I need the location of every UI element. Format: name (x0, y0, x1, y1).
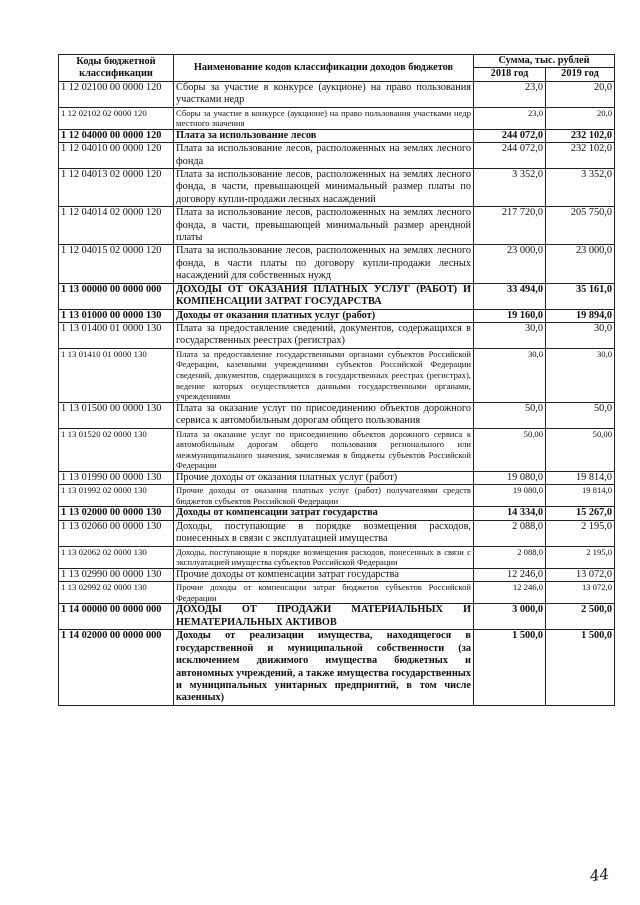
row-value-2019: 2 195,0 (546, 520, 615, 546)
row-name: Плата за использование лесов, расположенных на землях лесного фонда (174, 143, 474, 169)
row-value-2018: 19 080,0 (474, 485, 546, 507)
row-name: Плата за предоставление государственными органами субъектов Российской Федерации, казенными учреждениями субъектов Российской Федерации сведений, документов, содержащихся в государственных реестрах (регистрах), ведение которых осуществляется данными государственными органами, учреждениями (174, 348, 474, 402)
row-value-2018: 12 246,0 (474, 568, 546, 581)
row-value-2019: 232 102,0 (546, 129, 615, 142)
row-code: 1 13 01000 00 0000 130 (59, 309, 174, 322)
row-value-2018: 3 352,0 (474, 169, 546, 207)
table-row (59, 207, 615, 245)
row-value-2018: 23,0 (474, 81, 546, 107)
row-name: Плата за оказание услуг по присоединению объектов дорожного сервиса к автомобильным дорогам общего пользования (174, 402, 474, 428)
row-value-2018: 50,0 (474, 402, 546, 428)
row-name: Плата за использование лесов, расположенных на землях лесного фонда, в части платы по договору купли-продажи лесных насаждений для собственных нужд (174, 245, 474, 283)
table-row (59, 107, 615, 129)
table-row (59, 245, 615, 283)
row-code: 1 13 02992 02 0000 130 (59, 582, 174, 604)
row-value-2019: 50,0 (546, 402, 615, 428)
row-value-2019: 23 000,0 (546, 245, 615, 283)
row-name: Прочие доходы от компенсации затрат государства (174, 568, 474, 581)
header-name: Наименование кодов классификации доходов бюджетов (174, 55, 474, 82)
header-codes: Коды бюджетной классификации (59, 55, 174, 82)
row-value-2019: 20,0 (546, 81, 615, 107)
row-code: 1 13 01990 00 0000 130 (59, 471, 174, 484)
row-name: Доходы от реализации имущества, находящегося в государственной и муниципальной собственности (за исключением движимого имущества бюджетных и автономных учреждений, а также имущества государственных и муниципальных унитарных предприятий, в том числе казенных) (174, 630, 474, 705)
row-code: 1 12 04010 00 0000 120 (59, 143, 174, 169)
table-row (59, 485, 615, 507)
table-row (59, 604, 615, 630)
row-value-2019: 30,0 (546, 348, 615, 402)
row-value-2018: 1 500,0 (474, 630, 546, 705)
row-value-2018: 50,00 (474, 428, 546, 471)
row-name: Доходы, поступающие в порядке возмещения расходов, понесенных в связи с эксплуатацией имущества (174, 520, 474, 546)
row-value-2019: 19 894,0 (546, 309, 615, 322)
row-value-2018: 19 080,0 (474, 471, 546, 484)
header-year-2018: 2018 год (474, 68, 546, 81)
table-row (59, 428, 615, 471)
table-row (59, 471, 615, 484)
header-sum: Сумма, тыс. рублей (474, 55, 615, 68)
table-header-row (59, 55, 615, 68)
row-code: 1 12 04014 02 0000 120 (59, 207, 174, 245)
row-name: Плата за оказание услуг по присоединению объектов дорожного сервиса к автомобильным дорогам общего пользования регионального или межмуниципального значения, зачисляемая в бюджеты субъектов Российской Федерации (174, 428, 474, 471)
row-value-2018: 14 334,0 (474, 507, 546, 520)
row-value-2019: 20,0 (546, 107, 615, 129)
row-code: 1 13 01520 02 0000 130 (59, 428, 174, 471)
row-name: Плата за использование лесов, расположенных на землях лесного фонда, в части, превышающей минимальный размер платы по договору купли-продажи лесных насаждений (174, 169, 474, 207)
row-value-2019: 13 072,0 (546, 582, 615, 604)
table-row (59, 322, 615, 348)
row-code: 1 12 04013 02 0000 120 (59, 169, 174, 207)
row-value-2018: 23,0 (474, 107, 546, 129)
row-code: 1 13 01500 00 0000 130 (59, 402, 174, 428)
row-value-2019: 13 072,0 (546, 568, 615, 581)
table-row (59, 169, 615, 207)
row-value-2019: 2 195,0 (546, 546, 615, 568)
row-value-2019: 232 102,0 (546, 143, 615, 169)
row-code: 1 12 04015 02 0000 120 (59, 245, 174, 283)
row-name: Прочие доходы от компенсации затрат бюджетов субъектов Российской Федерации (174, 582, 474, 604)
row-value-2019: 30,0 (546, 322, 615, 348)
row-value-2019: 2 500,0 (546, 604, 615, 630)
row-name: Доходы, поступающие в порядке возмещения расходов, понесенных в связи с эксплуатацией имущества субъектов Российской Федерации (174, 546, 474, 568)
row-code: 1 12 02102 02 0000 120 (59, 107, 174, 129)
row-value-2019: 35 161,0 (546, 283, 615, 309)
row-code: 1 13 02000 00 0000 130 (59, 507, 174, 520)
row-value-2018: 217 720,0 (474, 207, 546, 245)
table-row (59, 348, 615, 402)
table-row (59, 309, 615, 322)
row-value-2018: 2 088,0 (474, 520, 546, 546)
row-name: Плата за использование лесов, расположенных на землях лесного фонда, в части, превышающей минимальный размер арендной платы (174, 207, 474, 245)
row-value-2018: 33 494,0 (474, 283, 546, 309)
row-value-2018: 30,0 (474, 322, 546, 348)
row-name: Доходы от оказания платных услуг (работ) (174, 309, 474, 322)
row-code: 1 14 00000 00 0000 000 (59, 604, 174, 630)
row-value-2018: 19 160,0 (474, 309, 546, 322)
row-value-2018: 12 246,0 (474, 582, 546, 604)
row-value-2018: 2 088,0 (474, 546, 546, 568)
table-row (59, 630, 615, 705)
table-row (59, 582, 615, 604)
row-name: Прочие доходы от оказания платных услуг (работ) получателями средств бюджетов субъектов Российской Федерации (174, 485, 474, 507)
table-row (59, 507, 615, 520)
row-value-2019: 19 814,0 (546, 471, 615, 484)
row-code: 1 12 02100 00 0000 120 (59, 81, 174, 107)
row-name: Плата за предоставление сведений, документов, содержащихся в государственных реестрах (регистрах) (174, 322, 474, 348)
row-value-2018: 30,0 (474, 348, 546, 402)
table-row (59, 283, 615, 309)
row-name: Прочие доходы от оказания платных услуг (работ) (174, 471, 474, 484)
header-year-2019: 2019 год (546, 68, 615, 81)
row-name: Сборы за участие в конкурсе (аукционе) на право пользования участками недр местного значения (174, 107, 474, 129)
row-code: 1 13 02990 00 0000 130 (59, 568, 174, 581)
table-row (59, 402, 615, 428)
row-value-2019: 15 267,0 (546, 507, 615, 520)
table-row (59, 546, 615, 568)
table-row (59, 81, 615, 107)
row-code: 1 12 04000 00 0000 120 (59, 129, 174, 142)
table-row (59, 143, 615, 169)
row-name: ДОХОДЫ ОТ ПРОДАЖИ МАТЕРИАЛЬНЫХ И НЕМАТЕРИАЛЬНЫХ АКТИВОВ (174, 604, 474, 630)
table-body (59, 81, 615, 705)
row-value-2019: 205 750,0 (546, 207, 615, 245)
budget-revenue-table (58, 54, 615, 706)
row-code: 1 13 01400 01 0000 130 (59, 322, 174, 348)
row-name: Сборы за участие в конкурсе (аукционе) на право пользования участками недр (174, 81, 474, 107)
row-code: 1 14 02000 00 0000 000 (59, 630, 174, 705)
row-code: 1 13 02062 02 0000 130 (59, 546, 174, 568)
row-code: 1 13 01410 01 0000 130 (59, 348, 174, 402)
row-name: Доходы от компенсации затрат государства (174, 507, 474, 520)
row-code: 1 13 00000 00 0000 000 (59, 283, 174, 309)
row-value-2018: 244 072,0 (474, 129, 546, 142)
table-row (59, 520, 615, 546)
row-value-2018: 244 072,0 (474, 143, 546, 169)
row-code: 1 13 02060 00 0000 130 (59, 520, 174, 546)
row-name: Плата за использование лесов (174, 129, 474, 142)
row-value-2018: 3 000,0 (474, 604, 546, 630)
row-value-2019: 50,00 (546, 428, 615, 471)
table-row (59, 568, 615, 581)
table-row (59, 129, 615, 142)
row-value-2019: 1 500,0 (546, 630, 615, 705)
row-code: 1 13 01992 02 0000 130 (59, 485, 174, 507)
row-value-2019: 3 352,0 (546, 169, 615, 207)
row-value-2018: 23 000,0 (474, 245, 546, 283)
row-value-2019: 19 814,0 (546, 485, 615, 507)
row-name: ДОХОДЫ ОТ ОКАЗАНИЯ ПЛАТНЫХ УСЛУГ (РАБОТ) И КОМПЕНСАЦИИ ЗАТРАТ ГОСУДАРСТВА (174, 283, 474, 309)
page-number: 44 (588, 864, 611, 886)
